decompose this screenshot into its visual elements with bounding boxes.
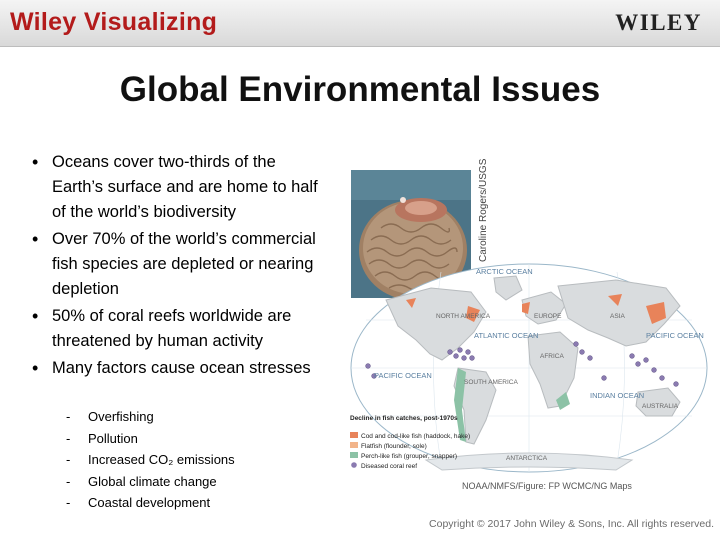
map-label-asia: ASIA — [610, 313, 625, 320]
sub-bullet-item: - Global climate change — [62, 471, 322, 493]
map-label-indian: INDIAN OCEAN — [590, 391, 645, 400]
map-label-pacific-left: PACIFIC OCEAN — [374, 371, 432, 380]
legend-title: Decline in fish catches, post-1970s — [350, 415, 458, 422]
legend-label-cod: Cod and cod-like fish (haddock, hake) — [361, 433, 471, 440]
sub-bullet-list — [62, 406, 322, 514]
map-label-north-america: NORTH AMERICA — [436, 313, 491, 320]
bullet-item: • Many factors cause ocean stresses — [30, 356, 330, 381]
map-label-pacific-right: PACIFIC OCEAN — [646, 331, 704, 340]
brand-title: Wiley Visualizing — [10, 8, 218, 36]
sub-bullet-item: - Coastal development — [62, 492, 322, 514]
map-label-antarctica: ANTARCTICA — [506, 455, 548, 462]
legend-swatch-coral — [351, 462, 357, 468]
sub-bullet-item: - Overfishing — [62, 406, 322, 428]
legend-swatch-perch — [350, 452, 358, 458]
bullet-item: • Over 70% of the world’s commercial fish species are depleted or nearing depletion — [30, 227, 330, 302]
map-label-africa: AFRICA — [540, 353, 564, 360]
legend-label-flatfish: Flatfish (flounder, sole) — [361, 443, 427, 450]
sub-bullet-item: - Pollution — [62, 428, 322, 450]
bullet-item: • 50% of coral reefs worldwide are threatened by human activity — [30, 304, 330, 354]
map-label-arctic: ARCTIC OCEAN — [476, 267, 533, 276]
legend-label-perch: Perch-like fish (grouper, snapper) — [361, 453, 458, 460]
map-label-australia: AUSTRALIA — [642, 403, 679, 410]
legend-label-coral: Diseased coral reef — [361, 463, 417, 470]
world-map — [346, 260, 712, 490]
bullet-item: • Oceans cover two-thirds of the Earth’s surface and are home to half of the world’s biodiversity — [30, 150, 330, 225]
wiley-logo: WILEY — [615, 10, 702, 35]
copyright-footer: Copyright © 2017 John Wiley & Sons, Inc. All rights reserved. — [429, 518, 714, 530]
map-label-europe: EUROPE — [534, 313, 562, 320]
photo-credit: Caroline Rogers/USGS — [478, 158, 489, 262]
header-bar — [0, 0, 720, 47]
bullet-list — [30, 150, 330, 383]
map-label-atlantic: ATLANTIC OCEAN — [474, 331, 539, 340]
slide-title: Global Environmental Issues — [119, 70, 601, 109]
map-label-south-america: SOUTH AMERICA — [464, 379, 518, 386]
map-credit: NOAA/NMFS/Figure: FP WCMC/NG Maps — [462, 481, 632, 491]
sub-bullet-item: - Increased CO₂ emissions — [62, 449, 322, 471]
fish-decline-map — [346, 260, 712, 490]
legend-swatch-flatfish — [350, 442, 358, 448]
legend-swatch-cod — [350, 432, 358, 438]
